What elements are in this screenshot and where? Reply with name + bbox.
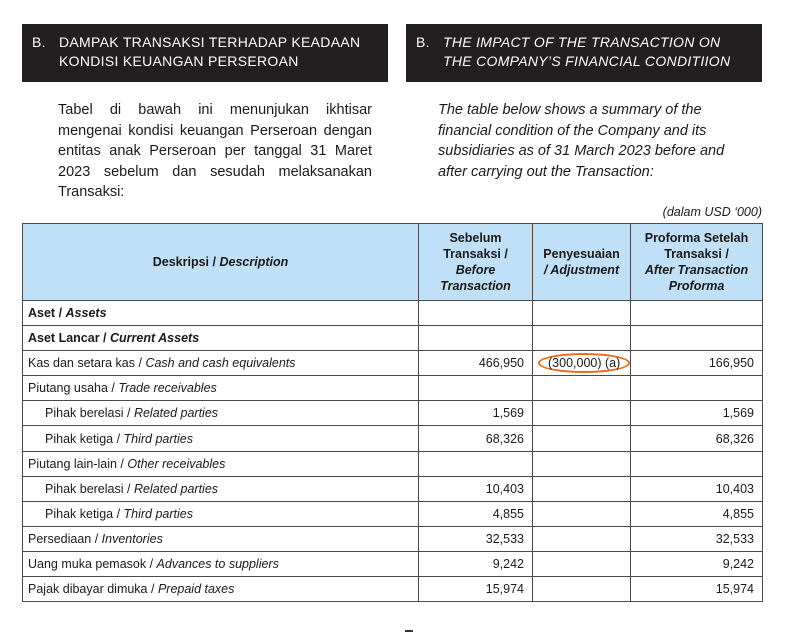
value-before — [419, 451, 533, 476]
table-row — [23, 526, 763, 551]
intro-paragraph-indonesian: Tabel di bawah ini menunjukan ikhtisar mengenai kondisi keuangan Perseroan dengan entitas anak Perseroan per tanggal 31 Maret 2023 sebelum dan sesudah melaksanakan Transaksi: — [58, 102, 372, 200]
page-mark — [405, 630, 413, 632]
value-before — [419, 326, 533, 351]
units-note: (dalam USD ‘000) — [662, 205, 762, 219]
value-after: 4,855 — [631, 501, 763, 526]
value-before — [419, 301, 533, 326]
financial-summary-table — [22, 223, 763, 602]
value-before: 466,950 — [419, 351, 533, 376]
section-title-line-2: KONDISI KEUANGAN PERSEROAN — [59, 53, 299, 69]
row-description: Piutang usaha / Trade receivables — [23, 376, 419, 401]
row-description: Pihak berelasi / Related parties — [23, 476, 419, 501]
value-before: 10,403 — [419, 476, 533, 501]
value-adjustment — [533, 476, 631, 501]
table-row — [23, 501, 763, 526]
row-description: Persediaan / Inventories — [23, 526, 419, 551]
table-row — [23, 326, 763, 351]
table-row — [23, 376, 763, 401]
value-after — [631, 376, 763, 401]
section-header-indonesian — [22, 24, 388, 82]
column-header-after: Proforma Setelah Transaksi / After Transaction Proforma — [631, 224, 763, 301]
value-adjustment — [533, 351, 631, 376]
value-adjustment — [533, 426, 631, 451]
column-header-before: Sebelum Transaksi / Before Transaction — [419, 224, 533, 301]
intro-paragraph-english: The table below shows a summary of the financial condition of the Company and its subsidiaries as of 31 March 2023 before and after carrying out the Transaction: — [438, 102, 725, 180]
value-after — [631, 451, 763, 476]
value-before: 1,569 — [419, 401, 533, 426]
value-adjustment — [533, 376, 631, 401]
section-title-line-1: THE IMPACT OF THE TRANSACTION ON — [443, 34, 721, 50]
value-after — [631, 301, 763, 326]
value-after: 10,403 — [631, 476, 763, 501]
row-description: Pihak berelasi / Related parties — [23, 401, 419, 426]
value-after: 15,974 — [631, 577, 763, 602]
value-adjustment — [533, 451, 631, 476]
section-header-english — [406, 24, 762, 82]
value-after: 68,326 — [631, 426, 763, 451]
section-title-line-1: DAMPAK TRANSAKSI TERHADAP KEADAAN — [59, 34, 361, 50]
row-description: Pajak dibayar dimuka / Prepaid taxes — [23, 577, 419, 602]
row-description: Pihak ketiga / Third parties — [23, 426, 419, 451]
row-description: Kas dan setara kas / Cash and cash equivalents — [23, 351, 419, 376]
table-row — [23, 301, 763, 326]
table-header-row — [23, 224, 763, 301]
value-after: 9,242 — [631, 551, 763, 576]
section-title-line-2: THE COMPANY’S FINANCIAL CONDITIION — [443, 53, 731, 69]
value-after — [631, 326, 763, 351]
value-adjustment — [533, 577, 631, 602]
row-description: Uang muka pemasok / Advances to suppliers — [23, 551, 419, 576]
value-adjustment — [533, 401, 631, 426]
row-description: Pihak ketiga / Third parties — [23, 501, 419, 526]
value-before: 15,974 — [419, 577, 533, 602]
table-row — [23, 577, 763, 602]
value-after: 32,533 — [631, 526, 763, 551]
table-row — [23, 426, 763, 451]
value-adjustment — [533, 551, 631, 576]
row-description: Aset / Assets — [23, 301, 419, 326]
table-row — [23, 351, 763, 376]
value-after: 166,950 — [631, 351, 763, 376]
value-adjustment — [533, 526, 631, 551]
table-row — [23, 551, 763, 576]
table-row — [23, 476, 763, 501]
table-row — [23, 451, 763, 476]
value-adjustment — [533, 501, 631, 526]
section-number: B. — [416, 34, 430, 50]
value-adjustment — [533, 326, 631, 351]
value-before: 32,533 — [419, 526, 533, 551]
value-before: 68,326 — [419, 426, 533, 451]
value-before — [419, 376, 533, 401]
highlight-circle: (300,000) (a) — [538, 353, 630, 373]
row-description: Aset Lancar / Current Assets — [23, 326, 419, 351]
row-description: Piutang lain-lain / Other receivables — [23, 451, 419, 476]
section-number: B. — [32, 34, 46, 50]
table-row — [23, 401, 763, 426]
column-header-adjustment: Penyesuaian / Adjustment — [533, 224, 631, 301]
value-adjustment — [533, 301, 631, 326]
value-after: 1,569 — [631, 401, 763, 426]
column-header-description: Deskripsi / Description — [23, 224, 419, 301]
value-before: 4,855 — [419, 501, 533, 526]
value-before: 9,242 — [419, 551, 533, 576]
